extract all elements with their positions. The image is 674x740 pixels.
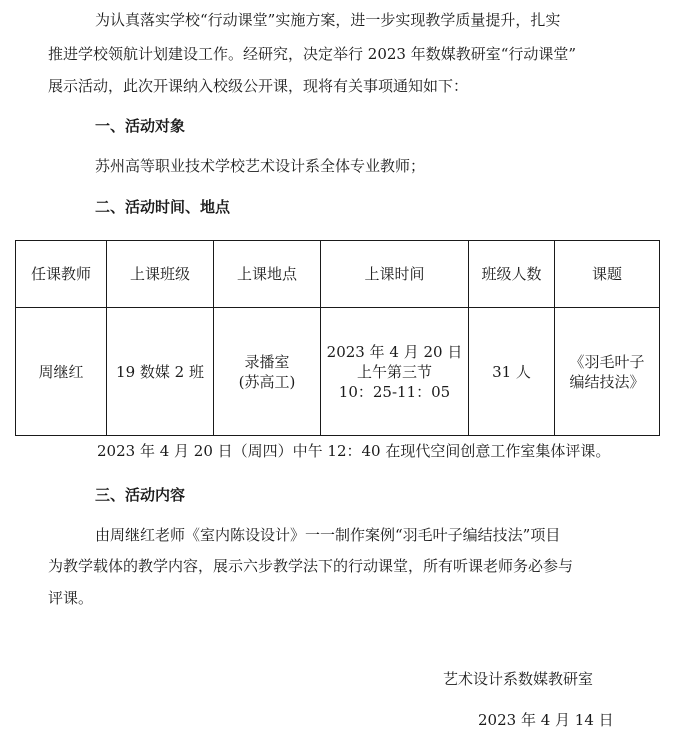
intro-line-2: 推进学校领航计划建设工作。经研究，决定举行 2023 年数媒教研室“行动课堂” — [48, 45, 577, 63]
table-header-row — [16, 241, 660, 308]
header-topic: 课题 — [555, 241, 660, 308]
table-row — [16, 308, 660, 436]
section-1-text: 苏州高等职业技术学校艺术设计系全体专业教师； — [95, 157, 426, 175]
section-3-line-1: 由周继红老师《室内陈设设计》一一制作案例“羽毛叶子编结技法”项目 — [95, 526, 561, 544]
cell-topic-line-2: 编结技法》 — [569, 372, 645, 391]
cell-topic-line-1: 《羽毛叶子 — [569, 352, 645, 371]
section-1-heading: 一、活动对象 — [95, 117, 186, 135]
cell-location-line-2: (苏高工) — [238, 372, 296, 391]
header-students: 班级人数 — [469, 241, 555, 308]
section-2-heading: 二、活动时间、地点 — [95, 198, 231, 216]
cell-class: 19 数媒 2 班 — [107, 308, 214, 436]
header-class: 上课班级 — [107, 241, 214, 308]
cell-time-line-1: 2023 年 4 月 20 日 — [326, 342, 463, 361]
signature-department: 艺术设计系数媒教研室 — [443, 670, 594, 688]
intro-line-3: 展示活动，此次开课纳入校级公开课，现将有关事项通知如下： — [48, 77, 469, 95]
cell-time-line-2: 上午第三节 — [356, 362, 432, 381]
section-3-heading: 三、活动内容 — [95, 486, 186, 504]
cell-location-line-1: 录播室 — [244, 352, 290, 371]
review-note: 2023 年 4 月 20 日（周四）中午 12：40 在现代空间创意工作室集体评课。 — [97, 442, 611, 460]
section-3-line-3: 评课。 — [48, 589, 94, 607]
section-3-line-2: 为教学载体的教学内容，展示六步教学法下的行动课堂，所有听课老师务必参与 — [48, 557, 574, 575]
schedule-table — [15, 240, 660, 436]
header-location: 上课地点 — [214, 241, 321, 308]
header-teacher: 任课教师 — [16, 241, 107, 308]
cell-time-line-3: 10：25-11：05 — [338, 382, 451, 401]
intro-line-1: 为认真落实学校“行动课堂”实施方案，进一步实现教学质量提升，扎实 — [95, 11, 561, 29]
cell-location — [214, 308, 321, 436]
cell-teacher: 周继红 — [16, 308, 107, 436]
signature-date: 2023 年 4 月 14 日 — [478, 711, 614, 729]
cell-topic — [555, 308, 660, 436]
cell-students: 31 人 — [469, 308, 555, 436]
cell-time — [321, 308, 469, 436]
header-time: 上课时间 — [321, 241, 469, 308]
